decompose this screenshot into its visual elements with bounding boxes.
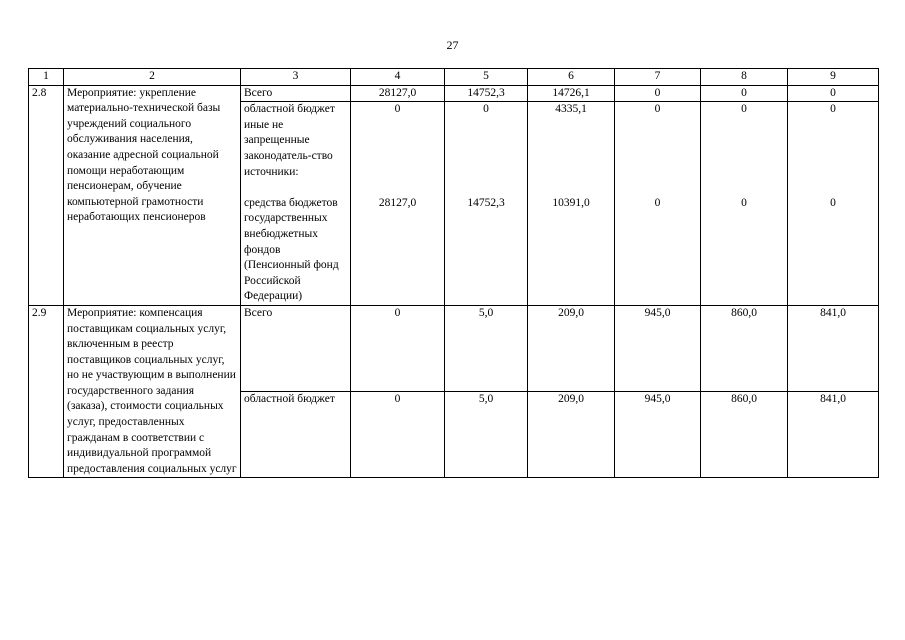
value-cell bbox=[615, 102, 701, 306]
header-cell: 8 bbox=[701, 69, 788, 86]
value-cell bbox=[788, 102, 879, 306]
value-cell: 860,0 bbox=[701, 305, 788, 391]
value-cell: 14752,3 bbox=[445, 85, 528, 102]
header-cell: 9 bbox=[788, 69, 879, 86]
table-row-total bbox=[29, 305, 879, 391]
measure-name: Мероприятие: укрепление материально-технической базы учреждений социального обслуживания населения, оказание адресной социальной помощи неработающим пенсионерам, обучение компьютерной грамотности неработающих пенсионеров bbox=[64, 85, 241, 305]
value-cell bbox=[701, 102, 788, 306]
row-code: 2.8 bbox=[29, 85, 64, 305]
funds-value: 0 bbox=[741, 196, 747, 209]
value-cell: 945,0 bbox=[615, 392, 701, 478]
page-number: 27 bbox=[446, 38, 459, 52]
value-cell: 5,0 bbox=[445, 392, 528, 478]
header-cell: 5 bbox=[445, 69, 528, 86]
source-label-funds: средства бюджетов государственных внебюджетных фондов (Пенсионный фонд Российской Федерации) bbox=[244, 196, 339, 303]
value-cell bbox=[445, 102, 528, 306]
regional-value: 0 bbox=[741, 103, 747, 116]
header-cell: 6 bbox=[528, 69, 615, 86]
funds-value: 14752,3 bbox=[467, 196, 505, 209]
value-cell: 5,0 bbox=[445, 305, 528, 391]
funds-value: 10391,0 bbox=[552, 196, 590, 209]
header-cell: 1 bbox=[29, 69, 64, 86]
header-row bbox=[29, 69, 879, 86]
funds-value: 28127,0 bbox=[378, 196, 417, 209]
value-cell: 0 bbox=[351, 392, 445, 478]
regional-value: 0 bbox=[483, 103, 489, 116]
value-cell: 860,0 bbox=[701, 392, 788, 478]
header-cell: 2 bbox=[64, 69, 241, 86]
source-label: Всего bbox=[241, 305, 351, 391]
value-cell: 209,0 bbox=[528, 392, 615, 478]
source-label: Всего bbox=[241, 85, 351, 102]
value-cell: 0 bbox=[701, 85, 788, 102]
value-cell: 14726,1 bbox=[528, 85, 615, 102]
value-cell: 945,0 bbox=[615, 305, 701, 391]
row-code: 2.9 bbox=[29, 305, 64, 478]
source-label-regional: областной бюджет bbox=[244, 103, 335, 116]
value-cell: 0 bbox=[615, 85, 701, 102]
header-cell: 3 bbox=[241, 69, 351, 86]
header-cell: 4 bbox=[351, 69, 445, 86]
measure-name: Мероприятие: компенсация поставщикам социальных услуг, включенным в реестр поставщиков социальных услуг, но не участвующим в выполнении государственного задания (заказа), стоимости социальных услуг, предоставленных гражданам в соответствии с индивидуальной программой предоставления социальных услуг bbox=[64, 305, 241, 478]
value-cell: 209,0 bbox=[528, 305, 615, 391]
value-cell: 841,0 bbox=[788, 305, 879, 391]
value-cell bbox=[351, 102, 445, 306]
funds-value: 0 bbox=[830, 196, 836, 209]
funds-value: 0 bbox=[654, 196, 661, 209]
value-cell: 841,0 bbox=[788, 392, 879, 478]
value-cell: 0 bbox=[351, 305, 445, 391]
source-list bbox=[241, 102, 351, 306]
regional-value: 4335,1 bbox=[555, 103, 587, 116]
budget-table bbox=[28, 68, 879, 478]
value-cell: 28127,0 bbox=[351, 85, 445, 102]
source-label-other: иные не запрещенные законодатель-ство источники: bbox=[244, 118, 333, 178]
value-cell bbox=[528, 102, 615, 306]
header-cell: 7 bbox=[615, 69, 701, 86]
regional-value: 0 bbox=[654, 103, 661, 116]
value-cell: 0 bbox=[788, 85, 879, 102]
table-row-total bbox=[29, 85, 879, 102]
regional-value: 0 bbox=[394, 103, 401, 116]
source-label-regional: областной бюджет bbox=[241, 392, 351, 478]
regional-value: 0 bbox=[830, 103, 836, 116]
